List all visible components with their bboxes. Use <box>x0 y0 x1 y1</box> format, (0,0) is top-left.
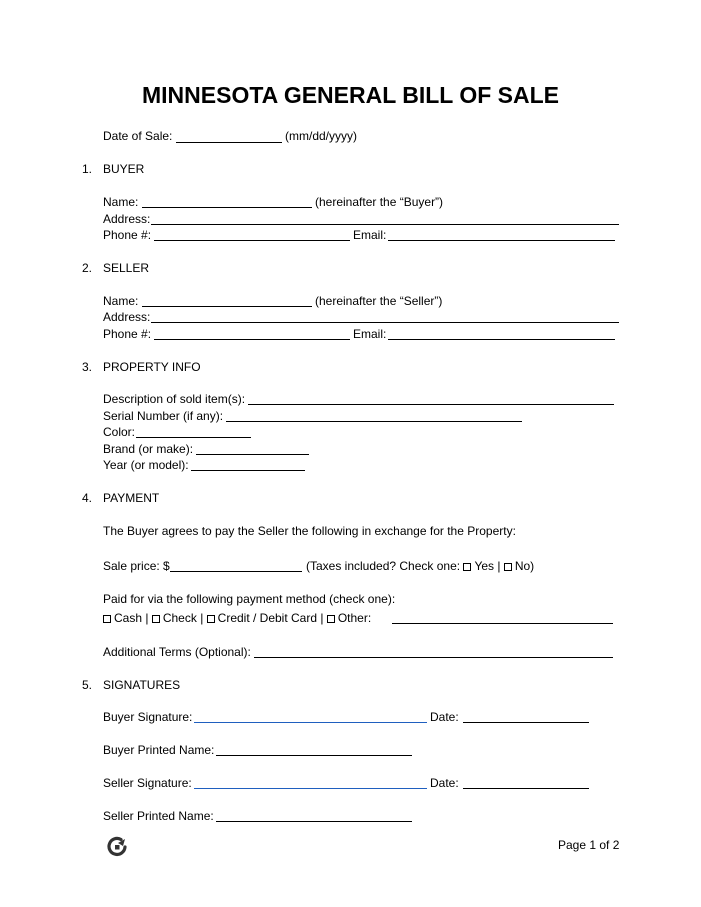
color-label: Color: <box>103 425 136 439</box>
seller-signature-label: Seller Signature: <box>103 776 192 790</box>
seller-address-label: Address: <box>103 310 151 324</box>
year-field[interactable] <box>191 470 305 471</box>
payment-intro-text: The Buyer agrees to pay the Seller the following in exchange for the Property: <box>103 524 516 538</box>
buyer-phone-label: Phone #: <box>103 228 152 242</box>
additional-terms-label: Additional Terms (Optional): <box>103 645 251 659</box>
section-number-signatures: 5. <box>82 678 93 692</box>
taxes-yes-checkbox[interactable] <box>463 563 471 571</box>
seller-name-field[interactable] <box>142 306 312 307</box>
section-heading-buyer: BUYER <box>103 162 145 176</box>
payment-method-intro: Paid for via the following payment method (check one): <box>103 592 396 606</box>
color-field[interactable] <box>136 437 251 438</box>
other-label: Other: <box>337 611 372 625</box>
date-format-hint: (mm/dd/yyyy) <box>285 129 357 143</box>
cash-label: Cash <box>114 611 143 625</box>
section-heading-signatures: SIGNATURES <box>103 678 181 692</box>
taxes-question: (Taxes included? Check one: <box>306 559 461 573</box>
separator: | <box>200 611 204 625</box>
seller-date-field[interactable] <box>463 788 589 789</box>
check-checkbox[interactable] <box>152 615 160 623</box>
buyer-signature-label: Buyer Signature: <box>103 710 193 724</box>
check-label: Check <box>162 611 197 625</box>
seller-signature-field[interactable] <box>194 788 427 789</box>
seller-name-label: Name: <box>103 294 139 308</box>
brand-label: Brand (or make): <box>103 442 194 456</box>
section-number-property: 3. <box>82 360 93 374</box>
buyer-name-field[interactable] <box>142 207 312 208</box>
buyer-name-label: Name: <box>103 195 139 209</box>
buyer-date-label: Date: <box>430 710 459 724</box>
buyer-name-note: (hereinafter the “Buyer”) <box>315 195 444 209</box>
seller-date-label: Date: <box>430 776 459 790</box>
buyer-phone-field[interactable] <box>154 240 350 241</box>
other-method-field[interactable] <box>392 623 613 624</box>
seller-email-field[interactable] <box>388 339 615 340</box>
section-heading-property: PROPERTY INFO <box>103 360 201 374</box>
seller-printed-name-label: Seller Printed Name: <box>103 809 214 823</box>
buyer-address-field[interactable] <box>151 224 619 225</box>
seller-phone-label: Phone #: <box>103 327 152 341</box>
document-title: MINNESOTA GENERAL BILL OF SALE <box>142 82 559 108</box>
taxes-yes-label: Yes <box>474 559 495 573</box>
section-number-buyer: 1. <box>82 162 93 176</box>
buyer-printed-name-label: Buyer Printed Name: <box>103 743 215 757</box>
description-field[interactable] <box>248 404 614 405</box>
separator: | <box>497 559 501 573</box>
brand-field[interactable] <box>196 454 309 455</box>
seller-email-label: Email: <box>353 327 387 341</box>
date-of-sale-field[interactable] <box>176 142 282 143</box>
section-number-seller: 2. <box>82 261 93 275</box>
buyer-email-field[interactable] <box>388 240 615 241</box>
description-label: Description of sold item(s): <box>103 392 246 406</box>
separator: | <box>320 611 324 625</box>
seller-name-note: (hereinafter the “Seller”) <box>315 294 443 308</box>
buyer-signature-field[interactable] <box>194 722 427 723</box>
section-heading-payment: PAYMENT <box>103 491 160 505</box>
separator: | <box>145 611 149 625</box>
taxes-no-checkbox[interactable] <box>504 563 512 571</box>
serial-number-field[interactable] <box>226 421 522 422</box>
buyer-address-label: Address: <box>103 212 151 226</box>
year-label: Year (or model): <box>103 458 189 472</box>
payment-method-row <box>103 611 371 625</box>
card-checkbox[interactable] <box>207 615 215 623</box>
sale-price-label: Sale price: $ <box>103 559 170 573</box>
buyer-printed-name-field[interactable] <box>216 755 412 756</box>
card-label: Credit / Debit Card <box>217 611 318 625</box>
taxes-question-row <box>306 559 534 573</box>
date-of-sale-label: Date of Sale: <box>103 129 173 143</box>
brand-logo-icon <box>106 836 128 858</box>
serial-number-label: Serial Number (if any): <box>103 409 224 423</box>
taxes-no-label: No) <box>514 559 535 573</box>
other-checkbox[interactable] <box>327 615 335 623</box>
page-number: Page 1 of 2 <box>558 838 620 852</box>
sale-price-field[interactable] <box>170 571 302 572</box>
seller-phone-field[interactable] <box>154 339 350 340</box>
section-number-payment: 4. <box>82 491 93 505</box>
seller-address-field[interactable] <box>151 322 619 323</box>
additional-terms-field[interactable] <box>254 657 613 658</box>
cash-checkbox[interactable] <box>103 615 111 623</box>
buyer-date-field[interactable] <box>463 722 589 723</box>
seller-printed-name-field[interactable] <box>216 821 412 822</box>
buyer-email-label: Email: <box>353 228 387 242</box>
section-heading-seller: SELLER <box>103 261 150 275</box>
